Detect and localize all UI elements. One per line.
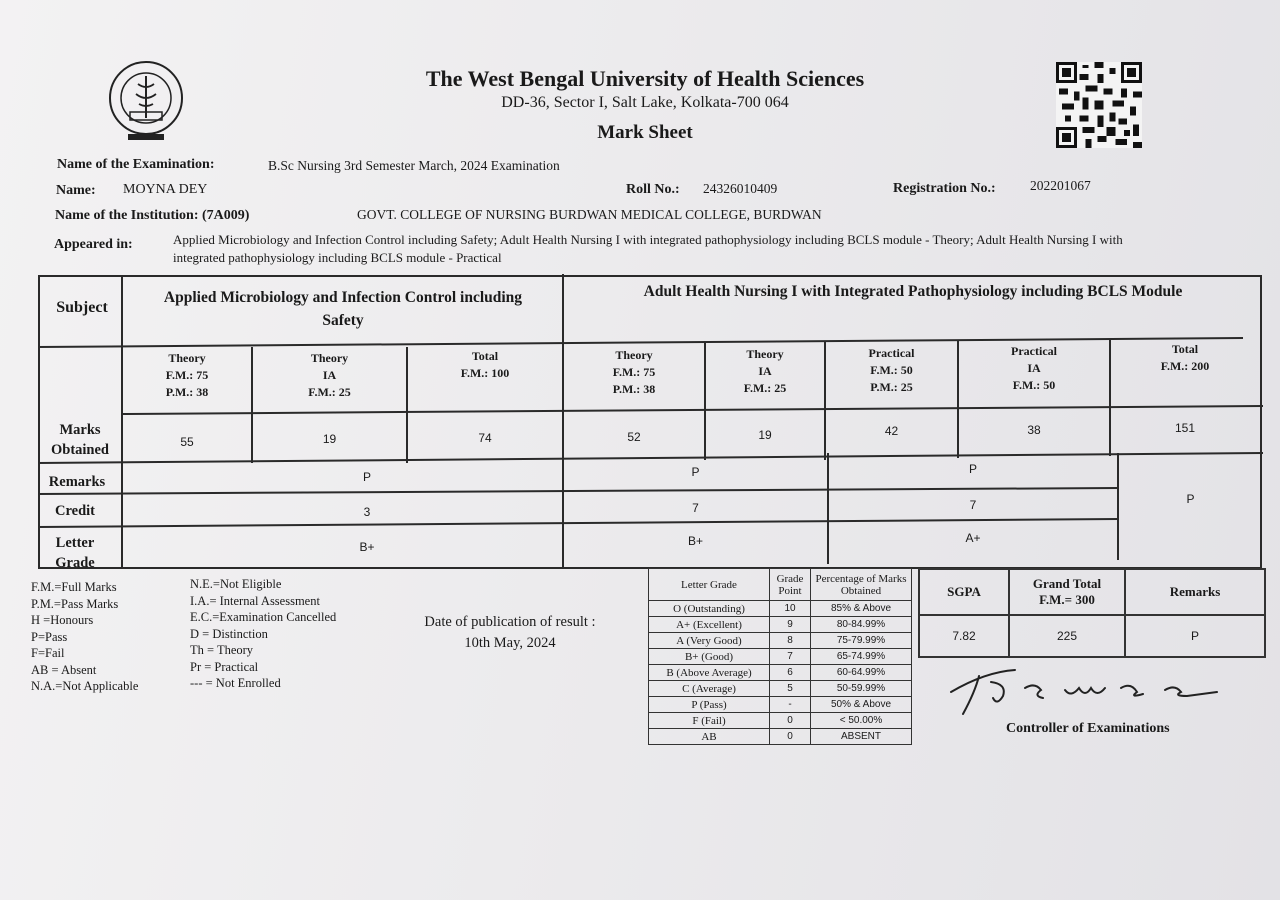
university-logo [100,60,192,142]
university-name: The West Bengal University of Health Sciences [425,66,865,91]
legend-left: F.M.=Full Marks P.M.=Pass Marks H =Honours P=Pass F=Fail AB = Absent N.A.=Not Applicable [31,580,139,693]
credit-label: Credit [54,503,95,519]
legend-mid: N.E.=Not Eligible I.A.= Internal Assessment E.C.=Examination Cancelled D = Distinction Th = Theory Pr = Practical --- = Not Enrolled [190,577,337,690]
marks-cell: 74 [478,431,492,445]
grade-row: A (Very Good) 8 75-79.99% [649,633,912,649]
credit-cell: 7 [969,498,977,512]
grade-row: C (Average) 5 50-59.99% [649,681,912,697]
marks-cell: 38 [1027,423,1041,437]
summary-table [918,568,1266,658]
col-header: Theory IA F.M.: 25 [308,351,351,399]
institution-label: Name of the Institution: (7A009) [55,208,250,223]
grade-header: Grade Point [770,569,811,601]
grade-row: O (Outstanding) 10 85% & Above [649,601,912,617]
grade-row: F (Fail) 0 < 50.00% [649,713,912,729]
grade-row: AB 0 ABSENT [649,729,912,745]
grade-row: P (Pass) - 50% & Above [649,697,912,713]
marks-cell: 151 [1174,421,1196,435]
remark-cell: P [968,462,977,476]
overall-remark-cell: P [1186,492,1195,506]
grade-row: B+ (Good) 7 65-74.99% [649,649,912,665]
credit-cell: 3 [363,505,371,519]
title-block [380,66,910,144]
grand-total-value: 225 [1009,615,1125,657]
sgpa-value: 7.82 [919,615,1009,657]
grade-cell: B+ [687,534,703,548]
grade-header: Letter Grade [649,569,770,601]
marks-table [38,270,1263,570]
appeared-label: Appeared in: [54,237,133,252]
col-header: Theory F.M.: 75 P.M.: 38 [165,351,209,399]
grade-cell: A+ [965,531,981,545]
col-header: Total F.M.: 100 [460,349,510,380]
marks-obtained-label: Marks Obtained [50,422,109,458]
publication-date: Date of publication of result : 10th May, 2024 [424,614,596,651]
document-title: Mark Sheet [597,122,693,143]
col-header: Theory IA F.M.: 25 [743,347,787,395]
remark-cell: P [362,470,371,484]
registration-value: 202201067 [1030,178,1091,193]
name-label: Name: [56,183,96,198]
marks-cell: 52 [627,430,641,444]
summary-remarks-value: P [1125,615,1265,657]
marks-cell: 19 [322,432,337,446]
name-value: MOYNA DEY [123,182,208,197]
col-header: Practical IA F.M.: 50 [1011,344,1057,392]
registration-label: Registration No.: [893,181,996,196]
credit-cell: 7 [692,501,699,515]
remarks-label: Remarks [48,474,106,490]
university-address: DD-36, Sector I, Salt Lake, Kolkata-700 064 [501,94,789,111]
exam-value: B.Sc Nursing 3rd Semester March, 2024 Examination [268,158,560,173]
remark-cell: P [691,465,700,479]
subject-label: Subject [56,299,108,316]
grade-header: Percentage of Marks Obtained [811,569,912,601]
exam-label: Name of the Examination: [57,157,215,172]
col-header: Theory F.M.: 75 P.M.: 38 [612,348,656,396]
institution-value: GOVT. COLLEGE OF NURSING BURDWAN MEDICAL COLLEGE, BURDWAN [357,207,822,222]
sgpa-label: SGPA [919,569,1009,615]
grade-cell: B+ [359,540,375,554]
col-header: Total F.M.: 200 [1160,342,1210,373]
controller-title: Controller of Examinations [1006,721,1170,736]
grade-row: A+ (Excellent) 9 80-84.99% [649,617,912,633]
marks-cell: 42 [884,424,899,438]
marks-cell: 19 [758,428,772,442]
grade-scale-table [648,568,912,745]
col-header: Practical F.M.: 50 P.M.: 25 [868,346,915,394]
subject2-header: Adult Health Nursing I with Integrated Pathophysiology including BCLS Module [643,283,1183,300]
roll-value: 24326010409 [703,181,778,196]
letter-grade-label: Letter Grade [55,535,95,571]
qr-code [1055,62,1143,148]
controller-signature [945,662,1235,722]
subject1-header: Applied Microbiology and Infection Control including Safety [163,289,523,329]
grand-total-label: Grand Total F.M.= 300 [1009,569,1125,615]
grade-row: B (Above Average) 6 60-64.99% [649,665,912,681]
summary-remarks-label: Remarks [1125,569,1265,615]
marks-cell: 55 [180,435,194,449]
appeared-value: Applied Microbiology and Infection Control including Safety; Adult Health Nursing I with integrated pathophysiology including BCLS module - Theory; Adult Health Nursing I with integrated pathophysiology including BCLS module - Practical [173,232,1123,265]
roll-label: Roll No.: [626,182,680,197]
